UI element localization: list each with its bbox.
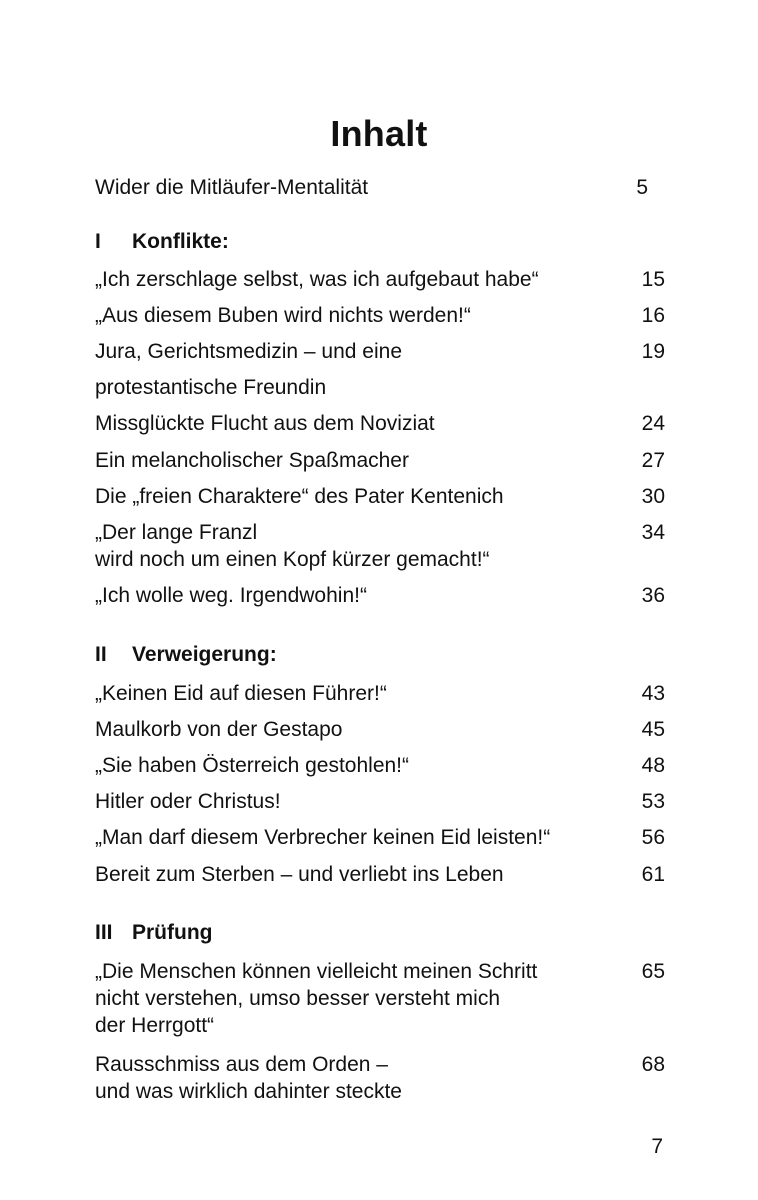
section-title: Prüfung bbox=[132, 921, 213, 944]
entry-title: „Man darf diesem Verbrecher keinen Eid leisten!“ bbox=[95, 826, 551, 849]
entry-page: 65 bbox=[641, 960, 665, 983]
toc-entry bbox=[95, 824, 665, 851]
entry-title: Ein melancholischer Spaßmacher bbox=[95, 449, 409, 472]
toc-entry bbox=[95, 716, 665, 743]
toc-entry bbox=[95, 582, 665, 609]
entry-title: der Herrgott“ bbox=[95, 1014, 215, 1037]
entry-title: Maulkorb von der Gestapo bbox=[95, 718, 343, 741]
entry-page: 61 bbox=[641, 863, 665, 886]
section-heading-3 bbox=[95, 919, 212, 946]
toc-entry bbox=[95, 1051, 665, 1105]
toc-entry-preface bbox=[95, 174, 665, 201]
entry-title: „Die Menschen können vielleicht meinen Schritt bbox=[95, 960, 538, 983]
entry-title: „Ich zerschlage selbst, was ich aufgebaut habe“ bbox=[95, 268, 539, 291]
entry-page: 19 bbox=[641, 340, 665, 363]
toc-entry bbox=[95, 338, 665, 365]
toc-entry bbox=[95, 788, 665, 815]
entry-page: 16 bbox=[641, 304, 665, 327]
toc-entry bbox=[95, 266, 665, 293]
entry-title: „Aus diesem Buben wird nichts werden!“ bbox=[95, 304, 471, 327]
entry-page: 36 bbox=[641, 584, 665, 607]
entry-title: „Ich wolle weg. Irgendwohin!“ bbox=[95, 584, 367, 607]
toc-entry bbox=[95, 958, 665, 1039]
entry-page: 34 bbox=[641, 521, 665, 544]
section-number: III bbox=[95, 921, 113, 944]
page-title: Inhalt bbox=[330, 113, 428, 155]
entry-title: „Der lange Franzl bbox=[95, 521, 258, 544]
entry-page: 45 bbox=[641, 718, 665, 741]
toc-entry bbox=[95, 302, 665, 329]
entry-title: Die „freien Charaktere“ des Pater Kentenich bbox=[95, 485, 504, 508]
entry-page: 56 bbox=[641, 826, 665, 849]
toc-entry bbox=[95, 519, 665, 573]
entry-title: Missglückte Flucht aus dem Noviziat bbox=[95, 412, 435, 435]
entry-page: 27 bbox=[641, 449, 665, 472]
entry-title: nicht verstehen, umso besser versteht mich bbox=[95, 987, 501, 1010]
entry-title: wird noch um einen Kopf kürzer gemacht!“ bbox=[95, 548, 490, 571]
page-number: 7 bbox=[651, 1135, 663, 1158]
section-title: Verweigerung: bbox=[132, 643, 277, 666]
toc-entry bbox=[95, 447, 665, 474]
entry-title: Wider die Mitläufer-Mentalität bbox=[95, 176, 369, 199]
toc-entry bbox=[95, 680, 665, 707]
entry-title: Rausschmiss aus dem Orden – bbox=[95, 1053, 388, 1076]
entry-title: protestantische Freundin bbox=[95, 376, 327, 399]
toc-entry bbox=[95, 483, 665, 510]
entry-page: 53 bbox=[641, 790, 665, 813]
entry-page: 15 bbox=[641, 268, 665, 291]
entry-title: Hitler oder Christus! bbox=[95, 790, 281, 813]
entry-page: 68 bbox=[641, 1053, 665, 1076]
entry-page: 24 bbox=[641, 412, 665, 435]
section-heading-2 bbox=[95, 641, 277, 668]
entry-title: Bereit zum Sterben – und verliebt ins Leben bbox=[95, 863, 504, 886]
entry-title: und was wirklich dahinter steckte bbox=[95, 1080, 402, 1103]
entry-page: 5 bbox=[636, 176, 648, 199]
entry-title: „Sie haben Österreich gestohlen!“ bbox=[95, 754, 410, 777]
section-number: II bbox=[95, 643, 107, 666]
toc-entry bbox=[95, 410, 665, 437]
section-heading-1 bbox=[95, 228, 229, 255]
entry-page: 43 bbox=[641, 682, 665, 705]
entry-page: 48 bbox=[641, 754, 665, 777]
entry-title: Jura, Gerichtsmedizin – und eine bbox=[95, 340, 402, 363]
section-title: Konflikte: bbox=[132, 230, 229, 253]
toc-entry bbox=[95, 861, 665, 888]
entry-page: 30 bbox=[641, 485, 665, 508]
toc-entry bbox=[95, 752, 665, 779]
section-number: I bbox=[95, 230, 101, 253]
toc-entry bbox=[95, 374, 665, 401]
entry-title: „Keinen Eid auf diesen Führer!“ bbox=[95, 682, 387, 705]
